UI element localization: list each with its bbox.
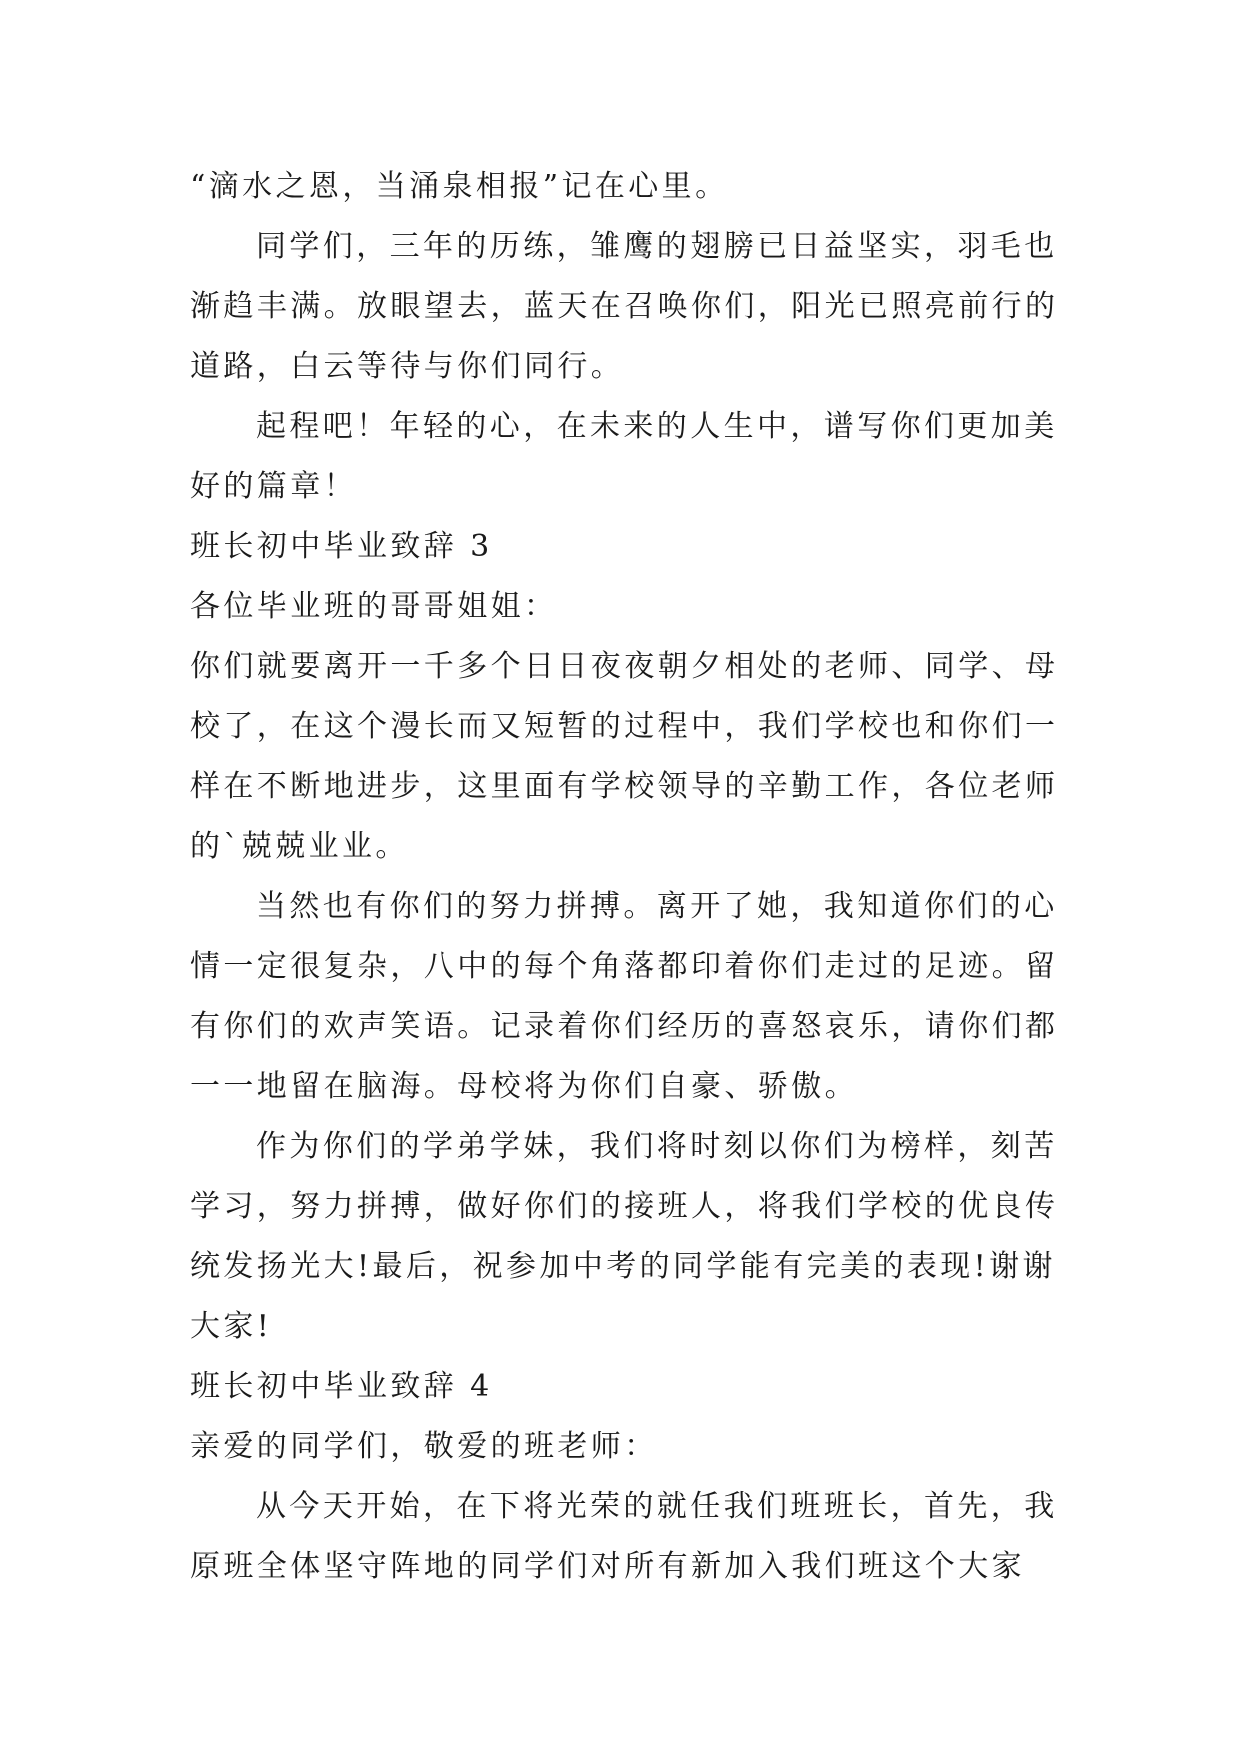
text-line: 当然也有你们的努力拼搏。离开了她，我知道你们的心 — [256, 889, 1058, 924]
text-line: 从今天开始，在下将光荣的就任我们班班长，首先，我 — [256, 1489, 1058, 1524]
text-line: 道路，白云等待与你们同行。 — [190, 349, 625, 384]
text-line: 一一地留在脑海。母校将为你们自豪、骄傲。 — [190, 1069, 858, 1104]
text-line: 好的篇章！ — [190, 469, 357, 504]
salutation: 亲爱的同学们，敬爱的班老师： — [190, 1429, 658, 1464]
text-line: 统发扬光大!最后，祝参加中考的同学能有完美的表现!谢谢 — [190, 1249, 1056, 1284]
text-line: 有你们的欢声笑语。记录着你们经历的喜怒哀乐，请你们都 — [190, 1009, 1059, 1044]
text-line: 的`兢兢业业。 — [190, 829, 409, 864]
text-line: 起程吧！年轻的心，在未来的人生中，谱写你们更加美 — [256, 409, 1058, 444]
text-line: 学习，努力拼搏，做好你们的接班人，将我们学校的优良传 — [190, 1189, 1059, 1224]
text-line: 原班全体坚守阵地的同学们对所有新加入我们班这个大家 — [190, 1549, 1025, 1584]
text-line: 情一定很复杂，八中的每个角落都印着你们走过的足迹。留 — [190, 949, 1059, 984]
section-heading: 班长初中毕业致辞 3 — [190, 529, 493, 564]
text-line: 你们就要离开一千多个日日夜夜朝夕相处的老师、同学、母 — [190, 649, 1059, 684]
text-line: 作为你们的学弟学妹，我们将时刻以你们为榜样，刻苦 — [256, 1129, 1058, 1164]
text-line: 同学们，三年的历练，雏鹰的翅膀已日益坚实，羽毛也 — [256, 229, 1058, 264]
text-line: 校了，在这个漫长而又短暂的过程中，我们学校也和你们一 — [190, 709, 1059, 744]
text-line: “滴水之恩，当涌泉相报”记在心里。 — [190, 169, 729, 204]
salutation: 各位毕业班的哥哥姐姐： — [190, 589, 558, 624]
section-heading: 班长初中毕业致辞 4 — [190, 1369, 493, 1404]
text-line: 大家! — [190, 1309, 273, 1344]
document-body — [190, 157, 1059, 1597]
text-line: 样在不断地进步，这里面有学校领导的辛勤工作，各位老师 — [190, 769, 1059, 804]
text-line: 渐趋丰满。放眼望去，蓝天在召唤你们，阳光已照亮前行的 — [190, 289, 1059, 324]
